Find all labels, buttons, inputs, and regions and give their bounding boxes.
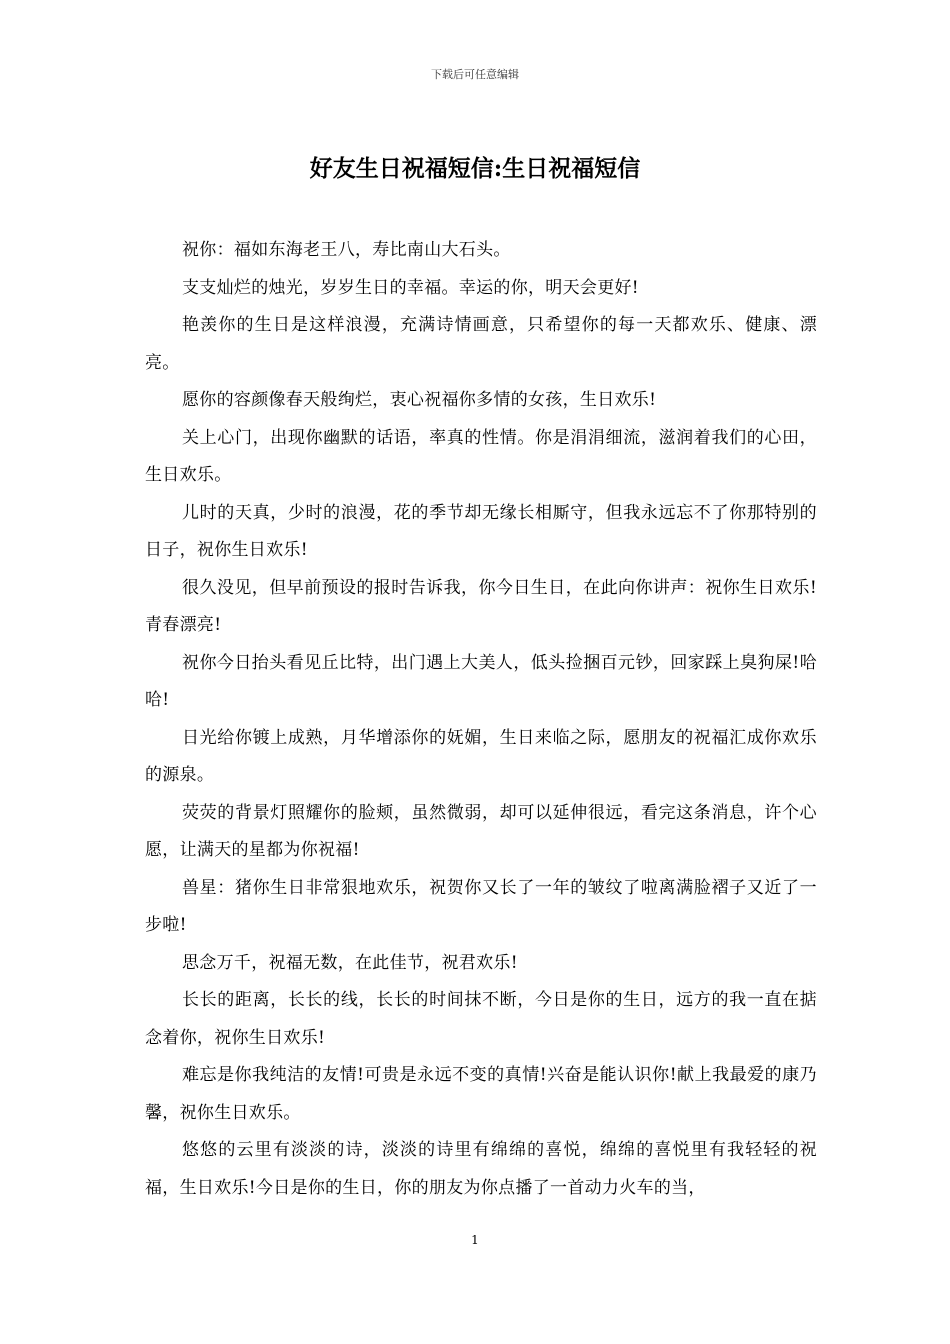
paragraph: 支支灿烂的烛光，岁岁生日的幸福。幸运的你，明天会更好! (182, 277, 639, 298)
header-note: 下载后可任意编辑 (431, 68, 519, 81)
document-body (145, 232, 817, 1207)
paragraph: 祝你今日抬头看见丘比特，出门遇上大美人，低头捡捆百元钞，回家踩上臭狗屎!哈哈! (145, 652, 817, 710)
paragraph: 长长的距离，长长的线，长长的时间抹不断，今日是你的生日，远方的我一直在掂念着你，祝你生日欢乐! (145, 990, 817, 1048)
paragraph: 关上心门，出现你幽默的话语，率真的性情。你是涓涓细流，滋润着我们的心田，生日欢乐。 (145, 427, 817, 485)
paragraph: 祝你：福如东海老王八，寿比南山大石头。 (182, 240, 511, 260)
paragraph: 难忘是你我纯洁的友情!可贵是永远不变的真情!兴奋是能认识你!献上我最爱的康乃馨，祝你生日欢乐。 (145, 1065, 817, 1123)
paragraph: 思念万千，祝福无数，在此佳节，祝君欢乐! (182, 952, 518, 973)
page-number: 1 (471, 1233, 479, 1247)
paragraph: 愿你的容颜像春天般绚烂，衷心祝福你多情的女孩，生日欢乐! (182, 390, 657, 410)
paragraph: 荧荧的背景灯照耀你的脸颊，虽然微弱，却可以延伸很远，看完这条消息，许个心愿，让满天的星都为你祝福! (145, 802, 817, 860)
paragraph: 很久没见，但早前预设的报时告诉我，你今日生日，在此向你讲声：祝你生日欢乐!青春漂亮! (145, 577, 817, 635)
paragraph: 兽星：猪你生日非常狠地欢乐，祝贺你又长了一年的皱纹了啦离满脸褶子又近了一步啦! (145, 877, 817, 935)
paragraph: 艳羡你的生日是这样浪漫，充满诗情画意，只希望你的每一天都欢乐、健康、漂亮。 (145, 315, 817, 373)
document-title: 好友生日祝福短信:生日祝福短信 (309, 155, 641, 182)
paragraph: 悠悠的云里有淡淡的诗，淡淡的诗里有绵绵的喜悦，绵绵的喜悦里有我轻轻的祝福，生日欢乐!今日是你的生日，你的朋友为你点播了一首动力火车的当， (145, 1140, 817, 1198)
paragraph: 儿时的天真，少时的浪漫，花的季节却无缘长相厮守，但我永远忘不了你那特别的日子，祝你生日欢乐! (145, 502, 817, 560)
paragraph: 日光给你镀上成熟，月华增添你的妩媚，生日来临之际，愿朋友的祝福汇成你欢乐的源泉。 (145, 727, 817, 785)
